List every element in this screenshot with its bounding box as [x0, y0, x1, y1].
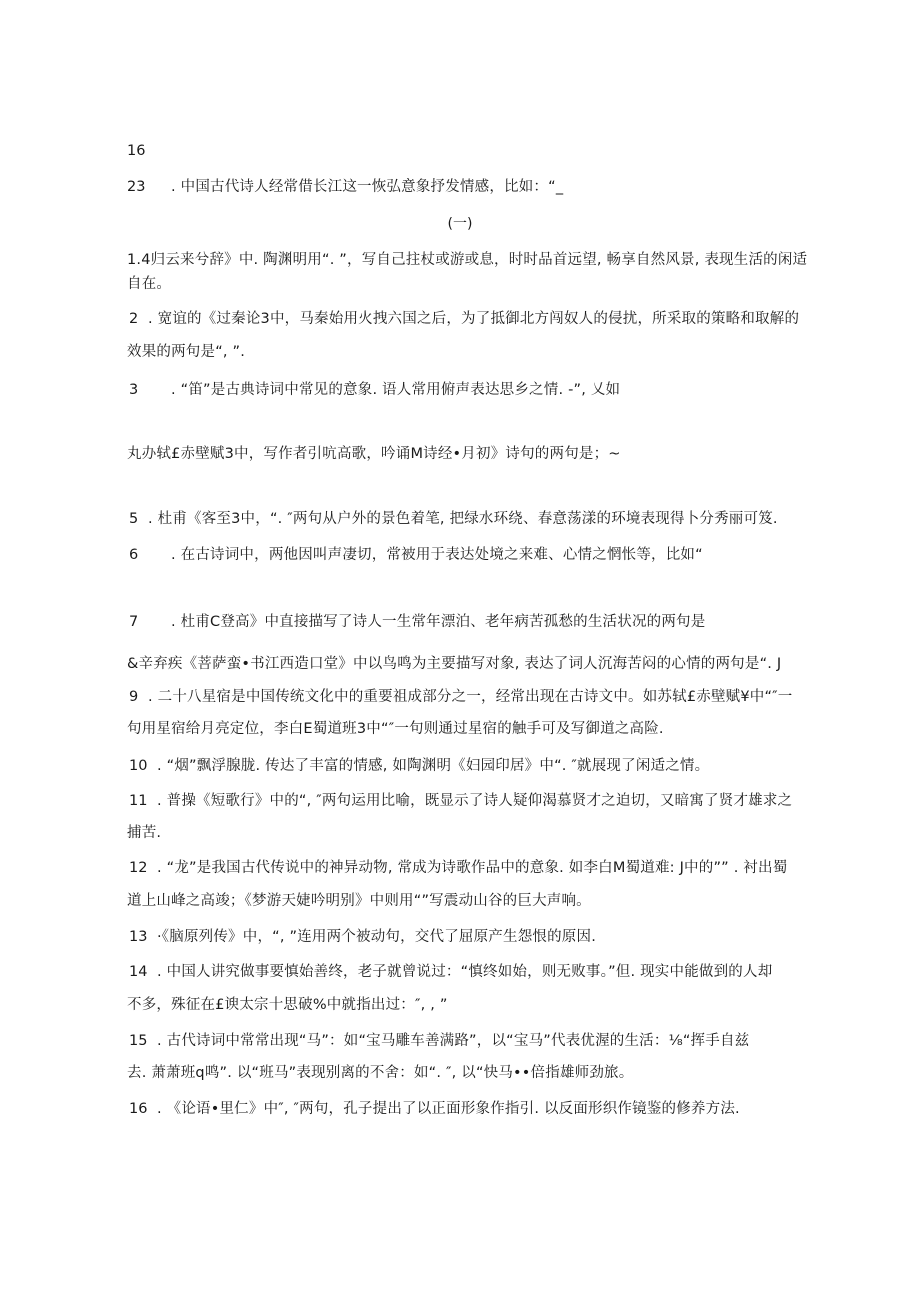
- item-12-line-2: 道上山峰之高竣；《梦游天婕吟明别》中则用“”写震动山谷的巨大声响。: [127, 893, 591, 909]
- item-14-line-2: 不多，殊征在£谀太宗十思破%中就指出过：″, , ”: [127, 997, 448, 1013]
- item-14-line-1: . 中国人讲究做事要慎始善终，老子就曾说过：“慎终如始，则无败事。”但. 现实中能做到的人却: [157, 964, 773, 980]
- item-6-number: 6: [129, 547, 139, 563]
- item-9-line-1: . 二十八星宿是中国传统文化中的重要祖成部分之一，经常出现在古诗文中。如苏轼£赤壁赋¥中“″一: [148, 689, 793, 705]
- item-16-line-1: . 《论语•里仁》中″, ″两句，孔子提出了以正面形象作指引. 以反面形织作镜鉴的修养方法.: [157, 1101, 740, 1117]
- item-15-line-2: 去. 萧萧班q鸣”. 以“班马”表现别离的不舍：如“. ″, 以“快马••倍指雄师劲旅。: [127, 1065, 634, 1081]
- item-9-number: 9: [129, 689, 139, 705]
- item-13-number: 13: [129, 929, 148, 945]
- item-7-number: 7: [129, 614, 139, 630]
- item-13-line-1: ·《脑原列传》中，“, ”连用两个被动句，交代了屈原产生怨恨的原因.: [157, 929, 597, 945]
- item-2-line-1: . 宽谊的《过秦论3中，马秦始用火拽六国之后，为了抵御北方闯奴人的侵扰，所采取的策略和取解的: [148, 311, 800, 327]
- question-23-number: 23: [127, 179, 146, 195]
- item-3-line-1: . “笛”是古典诗词中常见的意象. 语人常用俯声表达思乡之情. -”, 乂如: [171, 382, 621, 398]
- section-marker: (一): [447, 216, 473, 232]
- item-5-number: 5: [129, 511, 139, 527]
- item-11-line-2: 捕苦.: [127, 825, 162, 841]
- item-2-line-2: 效果的两句是“, ”.: [127, 344, 246, 360]
- item-6-line-1: . 在古诗词中，两他因叫声凄切，常被用于表达处境之来难、心情之惘怅等，比如“: [171, 547, 703, 563]
- item-14-number: 14: [129, 964, 148, 980]
- item-4-line-1: 丸办轼£赤壁赋3中，写作者引吭高歌，吟诵M诗经•月初》诗句的两句是；~: [127, 446, 621, 462]
- item-16-number: 16: [129, 1101, 148, 1117]
- item-9-line-2: 句用星宿给月亮定位，李白E蜀道班3中“″一句则通过星宿的触手可及写御道之高险.: [127, 721, 664, 737]
- item-12-line-1: . “龙”是我国古代传说中的神异动物, 常成为诗歌作品中的意象. 如李白M蜀道难: J中的”” . 衬出蜀: [157, 860, 788, 876]
- item-10-line-1: . “烟”飘浮腺胧. 传达了丰富的情感, 如陶渊明《妇园印居》中“. ″就展现了闲适之情。: [157, 758, 710, 774]
- item-1-line-1: 1.4归云来兮辞》中. 陶渊明用“. ”，写自己拄杖或游或息，时时品首远望, 畅享自然风景, 表现生活的闲适: [127, 252, 808, 268]
- item-10-number: 10: [129, 758, 148, 774]
- item-1-line-2: 自在。: [127, 276, 172, 292]
- page-number: 16: [127, 143, 146, 159]
- item-11-number: 11: [129, 793, 148, 809]
- item-7-line-1: . 杜甫C登高》中直接描写了诗人一生常年漂泊、老年病苦孤愁的生活状况的两句是: [171, 614, 706, 630]
- item-8-line-1: &辛弃疾《菩萨蛮•书江西造口堂》中以鸟鸣为主要描写对象, 表达了词人沉海苦闷的心情的两句是“. J: [127, 656, 782, 672]
- item-15-line-1: . 古代诗词中常常出现“马”：如“宝马雕车善满路”，以“宝马”代表优渥的生活：⅛“挥手自兹: [157, 1033, 750, 1049]
- item-12-number: 12: [129, 860, 148, 876]
- item-2-number: 2: [129, 311, 139, 327]
- item-5-line-1: . 杜甫《客至3中，“. ″两句从户外的景色着笔, 把绿水环绕、春意荡漾的环境表现得卜分秀丽可笈.: [148, 511, 778, 527]
- item-3-number: 3: [129, 382, 139, 398]
- item-15-number: 15: [129, 1033, 148, 1049]
- question-23-text: . 中国古代诗人经常借长江这一恢弘意象抒发情感，比如：“_: [171, 179, 564, 195]
- item-11-line-1: . 普操《短歌行》中的“, ″两句运用比喻，既显示了诗人疑仰渴慕贤才之迫切，又暗寓了贤才雄求之: [157, 793, 793, 809]
